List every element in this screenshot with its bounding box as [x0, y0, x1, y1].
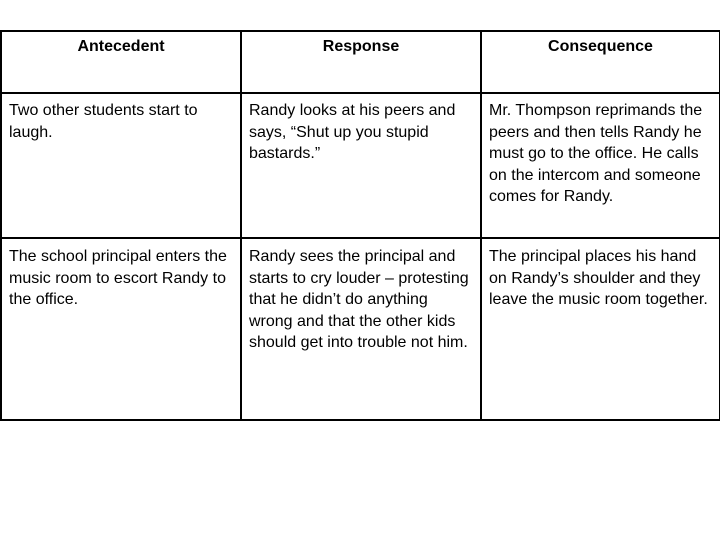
abc-table	[0, 30, 720, 421]
cell-antecedent: The school principal enters the music room to escort Randy to the office.	[1, 238, 241, 420]
cell-consequence: Mr. Thompson reprimands the peers and then tells Randy he must go to the office. He calls on the intercom and someone comes for Randy.	[481, 93, 720, 238]
header-response: Response	[241, 31, 481, 93]
table-row	[1, 238, 720, 420]
header-row	[1, 31, 720, 93]
cell-consequence: The principal places his hand on Randy’s shoulder and they leave the music room together.	[481, 238, 720, 420]
header-antecedent: Antecedent	[1, 31, 241, 93]
cell-response: Randy sees the principal and starts to cry louder – protesting that he didn’t do anything wrong and that the other kids should get into trouble not him.	[241, 238, 481, 420]
cell-response: Randy looks at his peers and says, “Shut up you stupid bastards.”	[241, 93, 481, 238]
table-row	[1, 93, 720, 238]
cell-antecedent: Two other students start to laugh.	[1, 93, 241, 238]
header-consequence: Consequence	[481, 31, 720, 93]
